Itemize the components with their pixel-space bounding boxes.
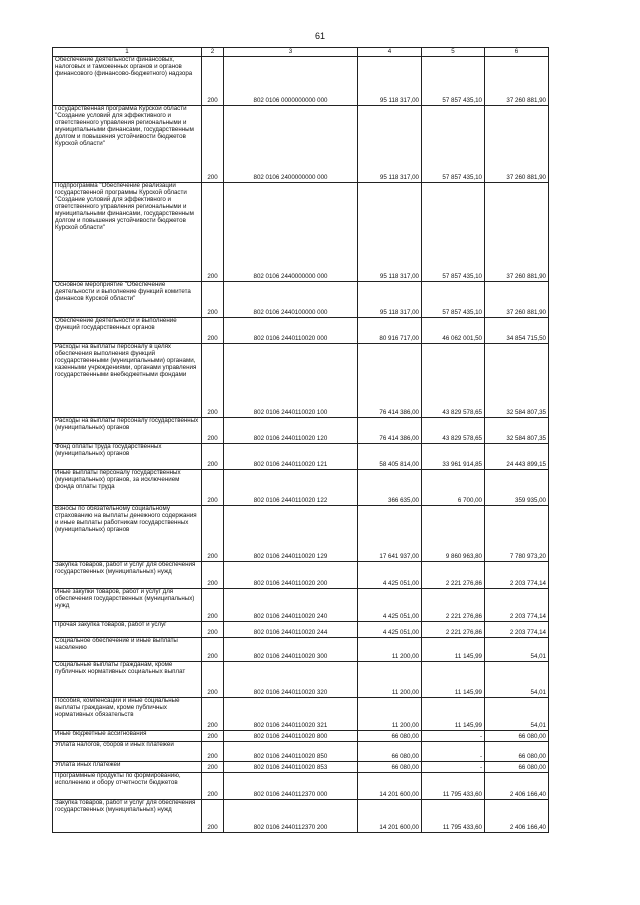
row-executed-amount: 57 857 435,10 (422, 282, 485, 318)
row-name: Уплата налогов, сборов и иных платежей (53, 742, 202, 762)
table-row (53, 444, 549, 470)
table-body (53, 57, 549, 833)
row-executed-amount: - (422, 731, 485, 742)
row-remaining-amount: 24 443 899,15 (485, 444, 549, 470)
row-planned-amount: 95 118 317,00 (358, 57, 422, 106)
table-row (53, 662, 549, 698)
table-row (53, 470, 549, 506)
row-budget-code: 802 0106 0000000000 000 (224, 57, 358, 106)
row-planned-amount: 4 425 051,00 (358, 562, 422, 589)
row-grbs-code: 200 (202, 698, 224, 731)
table-row (53, 282, 549, 318)
row-budget-code: 802 0106 2440112370 200 (224, 800, 358, 833)
row-grbs-code: 200 (202, 762, 224, 773)
table-row (53, 506, 549, 562)
row-name: Расходы на выплаты персоналу государственных (муниципальных) органов (53, 418, 202, 444)
row-budget-code: 802 0106 2400000000 000 (224, 106, 358, 183)
row-budget-code: 802 0106 2440110020 321 (224, 698, 358, 731)
row-remaining-amount: 37 260 881,90 (485, 183, 549, 282)
table-row (53, 731, 549, 742)
row-remaining-amount: 2 406 166,40 (485, 773, 549, 800)
table-row (53, 762, 549, 773)
row-executed-amount: 11 795 433,60 (422, 773, 485, 800)
row-grbs-code: 200 (202, 183, 224, 282)
table-row (53, 622, 549, 638)
row-name: Расходы на выплаты персоналу в целях обеспечения выполнения функций государственными (муниципальными) органами, казенными учреждениями, органами управления государственными внебюджетными фондами (53, 344, 202, 418)
row-name: Иные выплаты персоналу государственных (муниципальных) органов, за исключением фонда оплаты труда (53, 470, 202, 506)
row-executed-amount: 2 221 276,86 (422, 562, 485, 589)
row-executed-amount: - (422, 762, 485, 773)
row-grbs-code: 200 (202, 106, 224, 183)
row-planned-amount: 14 201 600,00 (358, 800, 422, 833)
row-executed-amount: 43 829 578,65 (422, 418, 485, 444)
row-remaining-amount: 37 260 881,90 (485, 106, 549, 183)
row-remaining-amount: 359 935,00 (485, 470, 549, 506)
row-name: Пособия, компенсации и иные социальные выплаты гражданам, кроме публичных нормативных обязательств (53, 698, 202, 731)
row-executed-amount: 11 145,99 (422, 638, 485, 662)
row-remaining-amount: 54,01 (485, 698, 549, 731)
row-budget-code: 802 0106 2440110020 300 (224, 638, 358, 662)
table-row (53, 318, 549, 344)
row-planned-amount: 76 414 386,00 (358, 344, 422, 418)
row-planned-amount: 95 118 317,00 (358, 106, 422, 183)
row-planned-amount: 366 635,00 (358, 470, 422, 506)
row-executed-amount: 57 857 435,10 (422, 106, 485, 183)
table-row (53, 344, 549, 418)
row-remaining-amount: 66 080,00 (485, 762, 549, 773)
row-executed-amount: 43 829 578,65 (422, 344, 485, 418)
row-name: Программные продукты по формированию, исполнению и обору отчетности бюджетов (53, 773, 202, 800)
row-grbs-code: 200 (202, 800, 224, 833)
row-planned-amount: 76 414 386,00 (358, 418, 422, 444)
column-header: 3 (224, 48, 358, 57)
row-grbs-code: 200 (202, 470, 224, 506)
row-budget-code: 802 0106 2440110020 121 (224, 444, 358, 470)
row-grbs-code: 200 (202, 622, 224, 638)
row-grbs-code: 200 (202, 418, 224, 444)
row-name: Уплата иных платежей (53, 762, 202, 773)
row-planned-amount: 4 425 051,00 (358, 622, 422, 638)
row-remaining-amount: 66 080,00 (485, 731, 549, 742)
row-remaining-amount: 37 260 881,90 (485, 57, 549, 106)
row-name: Иные бюджетные ассигнования (53, 731, 202, 742)
row-grbs-code: 200 (202, 589, 224, 622)
row-budget-code: 802 0106 2440110020 122 (224, 470, 358, 506)
page-number: 61 (314, 31, 325, 41)
row-budget-code: 802 0106 2440110020 244 (224, 622, 358, 638)
row-budget-code: 802 0106 2440110020 320 (224, 662, 358, 698)
row-planned-amount: 95 118 317,00 (358, 282, 422, 318)
row-grbs-code: 200 (202, 742, 224, 762)
row-name: Социальные выплаты гражданам, кроме публичных нормативных социальных выплат (53, 662, 202, 698)
row-budget-code: 802 0106 2440000000 000 (224, 183, 358, 282)
row-remaining-amount: 32 584 807,35 (485, 418, 549, 444)
row-remaining-amount: 54,01 (485, 662, 549, 698)
row-executed-amount: 11 145,99 (422, 698, 485, 731)
budget-execution-table (52, 47, 549, 833)
row-planned-amount: 11 200,00 (358, 662, 422, 698)
row-grbs-code: 200 (202, 638, 224, 662)
row-planned-amount: 66 080,00 (358, 731, 422, 742)
row-remaining-amount: 34 854 715,50 (485, 318, 549, 344)
table-row (53, 57, 549, 106)
row-grbs-code: 200 (202, 344, 224, 418)
table-row (53, 742, 549, 762)
row-grbs-code: 200 (202, 506, 224, 562)
row-remaining-amount: 2 203 774,14 (485, 562, 549, 589)
row-remaining-amount: 54,01 (485, 638, 549, 662)
row-planned-amount: 4 425 051,00 (358, 589, 422, 622)
row-budget-code: 802 0106 2440110020 850 (224, 742, 358, 762)
row-planned-amount: 80 916 717,00 (358, 318, 422, 344)
row-executed-amount: 46 062 001,50 (422, 318, 485, 344)
row-budget-code: 802 0106 2440110020 120 (224, 418, 358, 444)
row-name: Прочая закупка товаров, работ и услуг (53, 622, 202, 638)
column-header: 5 (422, 48, 485, 57)
row-name: Закупка товаров, работ и услуг для обеспечения государственных (муниципальных) нужд (53, 800, 202, 833)
row-grbs-code: 200 (202, 444, 224, 470)
row-executed-amount: 57 857 435,10 (422, 57, 485, 106)
row-planned-amount: 14 201 600,00 (358, 773, 422, 800)
row-grbs-code: 200 (202, 562, 224, 589)
table-row (53, 589, 549, 622)
row-planned-amount: 11 200,00 (358, 638, 422, 662)
row-planned-amount: 17 641 937,00 (358, 506, 422, 562)
table-row (53, 106, 549, 183)
table-row (53, 698, 549, 731)
row-executed-amount: 2 221 276,86 (422, 622, 485, 638)
row-executed-amount: 11 795 433,60 (422, 800, 485, 833)
row-budget-code: 802 0106 2440100000 000 (224, 282, 358, 318)
row-executed-amount: 6 700,00 (422, 470, 485, 506)
row-executed-amount: 33 961 914,85 (422, 444, 485, 470)
row-name: Взносы по обязательному социальному страхованию на выплаты денежного содержания и иные выплаты работникам государственных (муниципальных) органов (53, 506, 202, 562)
row-grbs-code: 200 (202, 282, 224, 318)
row-name: Основное мероприятие "Обеспечение деятельности и выполнение функций комитета финансов Курской области" (53, 282, 202, 318)
row-remaining-amount: 7 780 973,20 (485, 506, 549, 562)
row-executed-amount: 11 145,99 (422, 662, 485, 698)
row-executed-amount: 2 221 276,86 (422, 589, 485, 622)
row-remaining-amount: 37 260 881,90 (485, 282, 549, 318)
row-remaining-amount: 66 080,00 (485, 742, 549, 762)
row-planned-amount: 58 405 814,00 (358, 444, 422, 470)
row-remaining-amount: 32 584 807,35 (485, 344, 549, 418)
column-header: 4 (358, 48, 422, 57)
row-remaining-amount: 2 203 774,14 (485, 589, 549, 622)
row-budget-code: 802 0106 2440110020 853 (224, 762, 358, 773)
row-budget-code: 802 0106 2440110020 240 (224, 589, 358, 622)
row-grbs-code: 200 (202, 57, 224, 106)
row-executed-amount: - (422, 742, 485, 762)
table-row (53, 418, 549, 444)
row-budget-code: 802 0106 2440110020 129 (224, 506, 358, 562)
row-executed-amount: 9 860 963,80 (422, 506, 485, 562)
row-name: Иные закупки товаров, работ и услуг для обеспечения государственных (муниципальных) нужд (53, 589, 202, 622)
row-planned-amount: 66 080,00 (358, 762, 422, 773)
row-grbs-code: 200 (202, 773, 224, 800)
row-budget-code: 802 0106 2440110020 800 (224, 731, 358, 742)
row-name: Государственная программа Курской области "Создание условий для эффективного и ответственного управления региональными и муниципальными финансами, государственным долгом и повышения устойчивости бюджетов Курской области" (53, 106, 202, 183)
row-name: Обеспечение деятельности и выполнение функций государственных органов (53, 318, 202, 344)
table-row (53, 800, 549, 833)
row-name: Обеспечение деятельности финансовых, налоговых и таможенных органов и органов финансового (финансово-бюджетного) надзора (53, 57, 202, 106)
row-budget-code: 802 0106 2440110020 000 (224, 318, 358, 344)
row-planned-amount: 11 200,00 (358, 698, 422, 731)
table-row (53, 183, 549, 282)
row-budget-code: 802 0106 2440110020 100 (224, 344, 358, 418)
row-grbs-code: 200 (202, 318, 224, 344)
row-name: Социальное обеспечение и иные выплаты населению (53, 638, 202, 662)
table-row (53, 773, 549, 800)
row-name: Закупка товаров, работ и услуг для обеспечения государственных (муниципальных) нужд (53, 562, 202, 589)
row-remaining-amount: 2 203 774,14 (485, 622, 549, 638)
column-header: 2 (202, 48, 224, 57)
row-budget-code: 802 0106 2440110020 200 (224, 562, 358, 589)
row-grbs-code: 200 (202, 731, 224, 742)
table-row (53, 638, 549, 662)
row-planned-amount: 95 118 317,00 (358, 183, 422, 282)
row-remaining-amount: 2 406 166,40 (485, 800, 549, 833)
column-header: 1 (53, 48, 202, 57)
row-executed-amount: 57 857 435,10 (422, 183, 485, 282)
row-name: Подпрограмма "Обеспечение реализации государственной программы Курской области "Создание условий для эффективного и ответственного управления региональными и муниципальными финансами, государственным долгом и повышения устойчивости бюджетов Курской области" (53, 183, 202, 282)
row-planned-amount: 66 080,00 (358, 742, 422, 762)
column-header: 6 (485, 48, 549, 57)
row-grbs-code: 200 (202, 662, 224, 698)
table-row (53, 562, 549, 589)
row-budget-code: 802 0106 2440112370 000 (224, 773, 358, 800)
row-name: Фонд оплаты труда государственных (муниципальных) органов (53, 444, 202, 470)
